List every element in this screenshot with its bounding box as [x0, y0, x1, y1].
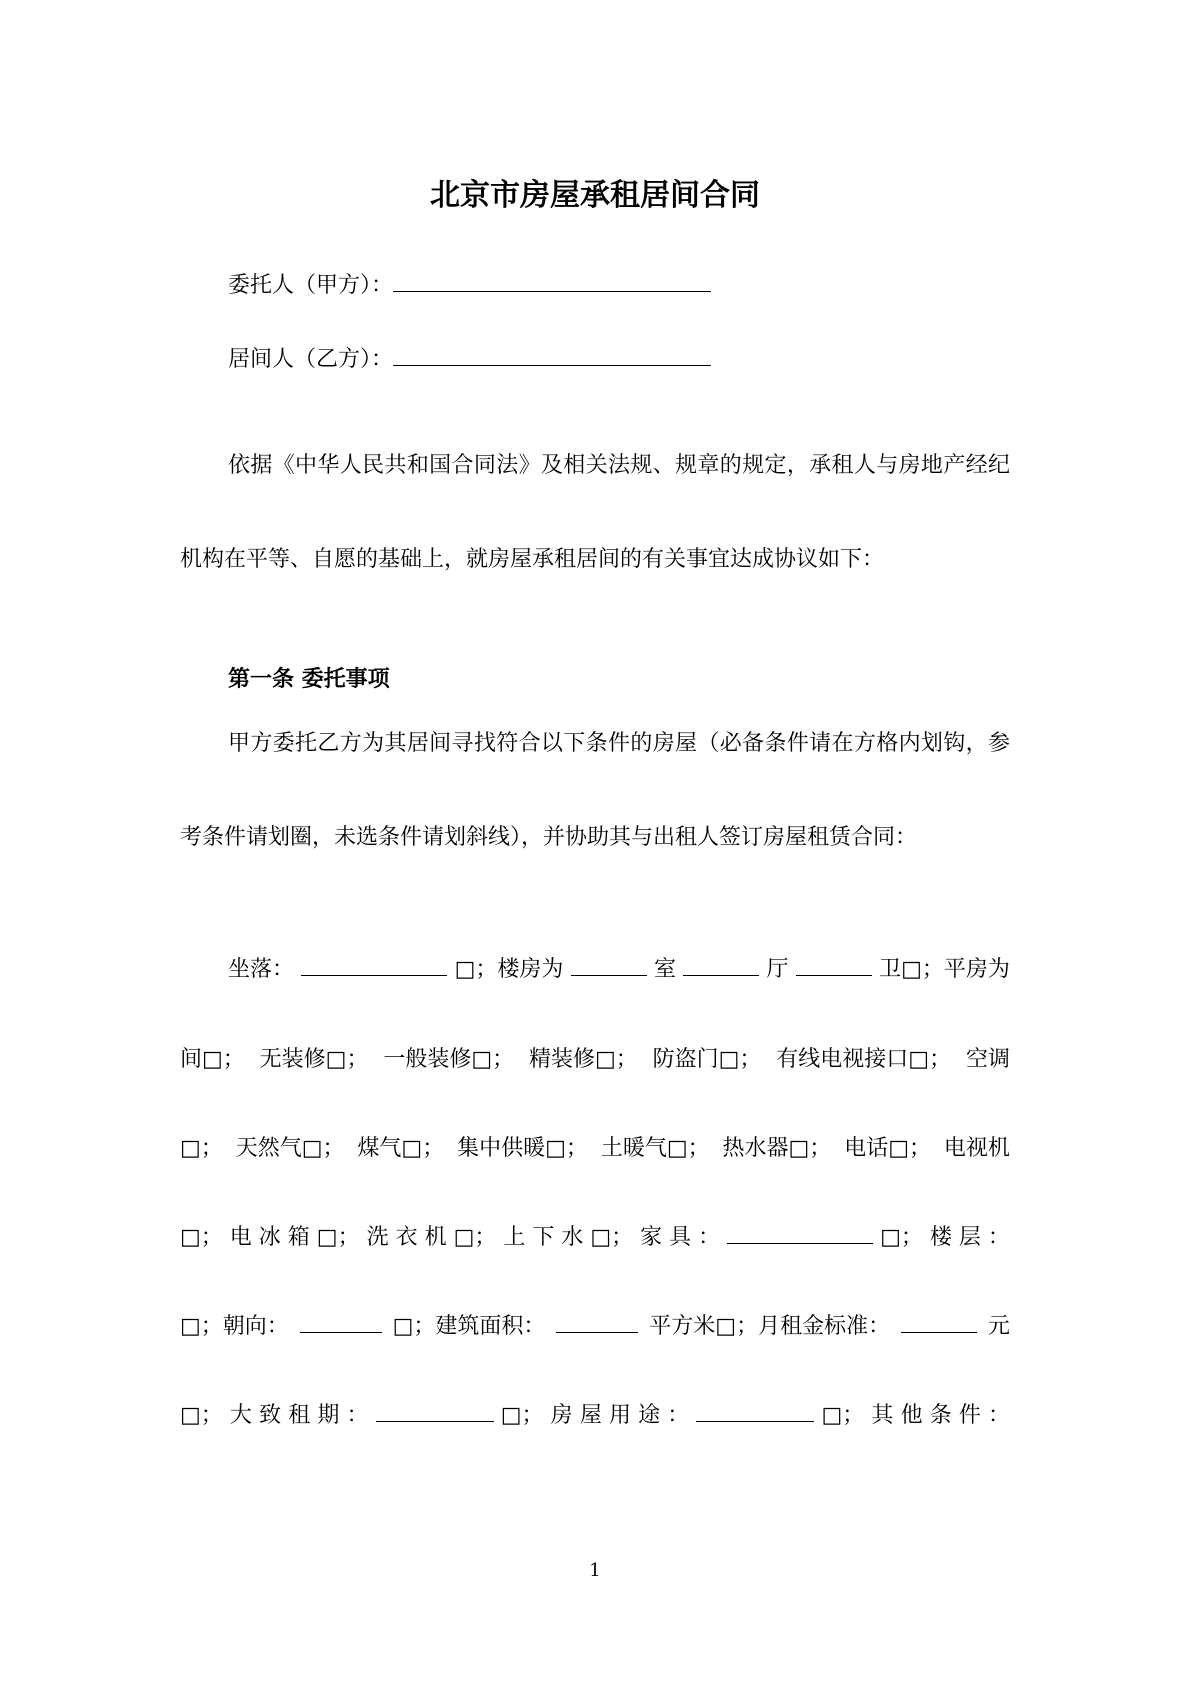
condition-item: 防盗门□；: [652, 1047, 762, 1072]
condition-item: 一般装修□；: [383, 1047, 515, 1072]
condition-line-1: [228, 952, 1010, 983]
condition-char: 条: [929, 1403, 952, 1428]
condition-line-4: [180, 1220, 1010, 1251]
lease-term-blank: [376, 1401, 494, 1422]
rent-label: 平方米□；月租金标准：: [649, 1314, 891, 1339]
condition-line-3: [180, 1131, 1010, 1162]
rent-blank: [901, 1312, 977, 1333]
condition-char: 家: [640, 1225, 663, 1250]
party-b-line: [228, 342, 711, 373]
condition-char: □；: [821, 1403, 865, 1428]
party-b-label: 居间人（乙方）：: [228, 347, 394, 372]
condition-item: 天然气□；: [235, 1136, 345, 1161]
condition-item: 煤气□；: [357, 1136, 445, 1161]
condition-char: 房: [550, 1403, 573, 1428]
condition-line-5: [180, 1309, 1010, 1340]
document-title: 北京市房屋承租居间合同: [430, 178, 760, 213]
party-a-label: 委托人（甲方）：: [228, 273, 394, 298]
condition-char: □；: [180, 1403, 223, 1428]
orientation-blank: [300, 1312, 382, 1333]
condition-item: 电话□；: [844, 1136, 932, 1161]
condition-char: 件: [958, 1403, 981, 1428]
condition-item: 无装修□；: [259, 1047, 369, 1072]
condition-char: □；: [880, 1225, 923, 1250]
area-blank: [556, 1312, 638, 1333]
rooms-label: 室: [653, 957, 676, 982]
condition-line-6: [180, 1398, 1010, 1429]
condition-char: 致: [259, 1403, 282, 1428]
condition-item: □；: [180, 1136, 223, 1161]
currency-label: 元: [987, 1314, 1010, 1339]
condition-item: 间□；: [180, 1047, 245, 1072]
condition-char: 层: [958, 1225, 981, 1250]
article1-heading: 第一条 委托事项: [228, 667, 390, 692]
condition-char: ：: [987, 1225, 1010, 1250]
condition-char: 租: [288, 1403, 311, 1428]
condition-char: 屋: [579, 1403, 602, 1428]
party-b-blank: [393, 343, 711, 366]
party-a-blank: [393, 269, 711, 292]
condition-char: 大: [229, 1403, 252, 1428]
condition-char: 电: [229, 1225, 252, 1250]
condition-item: 空调: [965, 1047, 1010, 1072]
condition-char: ：: [987, 1403, 1010, 1428]
condition-item: 热水器□；: [722, 1136, 832, 1161]
area-label: □；建筑面积：: [392, 1314, 546, 1339]
condition-item: 土暖气□；: [600, 1136, 710, 1161]
condition-char: 下: [532, 1225, 555, 1250]
condition-char: 楼: [929, 1225, 952, 1250]
floor-type-label: □；楼房为: [454, 957, 564, 982]
furniture-blank: [727, 1223, 873, 1244]
usage-blank: [696, 1401, 814, 1422]
condition-char: □；: [180, 1225, 223, 1250]
condition-item: 精装修□；: [528, 1047, 638, 1072]
baths-label: 卫□；平房为: [879, 957, 1010, 982]
condition-item: 电视机: [943, 1136, 1010, 1161]
condition-char: 期: [317, 1403, 340, 1428]
halls-label: 厅: [766, 957, 789, 982]
orientation-label: □；朝向：: [180, 1314, 289, 1339]
condition-item: 集中供暖□；: [457, 1136, 588, 1161]
condition-char: ：: [667, 1403, 690, 1428]
condition-char: 箱: [287, 1225, 310, 1250]
page-number: 1: [589, 1560, 601, 1581]
condition-char: 冰: [258, 1225, 281, 1250]
party-a-line: [228, 268, 711, 299]
location-blank: [301, 955, 447, 976]
condition-line-2: [180, 1042, 1010, 1073]
condition-char: 途: [638, 1403, 661, 1428]
condition-char: ：: [698, 1225, 721, 1250]
condition-char: □；: [316, 1225, 360, 1250]
condition-char: 他: [900, 1403, 923, 1428]
preamble-paragraph: 依据《中华人民共和国合同法》及相关法规、规章的规定，承租人与房地产经纪机构在平等、自愿的基础上，就房屋承租居间的有关事宜达成协议如下：: [180, 453, 1010, 572]
condition-char: 机: [424, 1225, 447, 1250]
condition-char: 其: [871, 1403, 894, 1428]
condition-char: 上: [503, 1225, 526, 1250]
article1-paragraph: 甲方委托乙方为其居间寻找符合以下条件的房屋（必备条件请在方格内划钩，参考条件请划圈，未选条件请划斜线），并协助其与出租人签订房屋租赁合同：: [180, 731, 1010, 850]
condition-char: □；: [453, 1225, 497, 1250]
location-label: 坐落：: [228, 957, 295, 982]
condition-char: 水: [561, 1225, 584, 1250]
condition-item: 有线电视接口□；: [776, 1047, 952, 1072]
condition-char: □；: [500, 1403, 544, 1428]
condition-char: 具: [669, 1225, 692, 1250]
baths-blank: [796, 955, 872, 976]
halls-blank: [683, 955, 759, 976]
condition-char: 洗: [366, 1225, 389, 1250]
condition-char: □；: [590, 1225, 634, 1250]
rooms-blank: [571, 955, 647, 976]
condition-char: 用: [608, 1403, 631, 1428]
condition-char: 衣: [395, 1225, 418, 1250]
condition-char: ：: [346, 1403, 369, 1428]
